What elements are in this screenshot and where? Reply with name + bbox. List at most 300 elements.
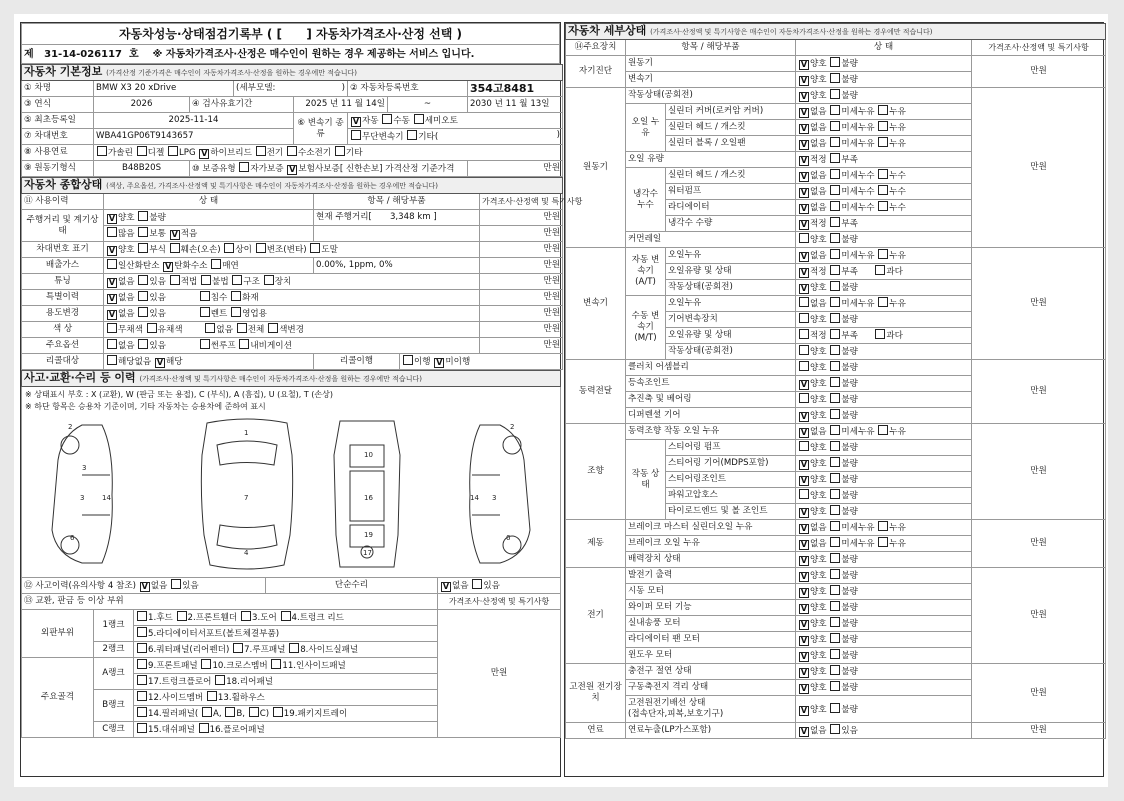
fan-bad: 불량 [841, 635, 858, 645]
no-label: 제 [24, 48, 34, 60]
bm-minor-checkbox[interactable] [830, 521, 840, 531]
bm-leak-checkbox[interactable] [878, 521, 888, 531]
window-bad-checkbox[interactable] [830, 649, 840, 659]
propeller-shaft: 추진축 및 베어링 [626, 392, 796, 408]
tuning-struct-checkbox[interactable] [232, 275, 242, 285]
rank1-items-b [134, 626, 438, 642]
engine-cover-minor-checkbox[interactable] [830, 105, 840, 115]
r2-roof-checkbox[interactable] [233, 643, 243, 653]
at-leak-none: 없음 [810, 251, 827, 261]
wiper-bad-checkbox[interactable] [830, 601, 840, 611]
tuning-legal-checkbox[interactable] [170, 275, 180, 285]
mt-leak-leak-checkbox[interactable] [878, 297, 888, 307]
fuel-label: ⑧ 사용연료 [22, 145, 94, 161]
fuel-lpg-checkbox[interactable] [168, 146, 178, 156]
color-all: 전체 [247, 325, 265, 335]
st-hose-good-checkbox[interactable] [799, 489, 809, 499]
rA-cross-checkbox[interactable] [201, 659, 211, 669]
vin-mark-damage-checkbox[interactable] [170, 243, 180, 253]
diff-bad-checkbox[interactable] [830, 409, 840, 419]
blower: 실내송풍 모터 [626, 616, 796, 632]
inspection-period-tilde: ~ [388, 97, 468, 113]
option-none-checkbox[interactable] [107, 339, 117, 349]
document-number: 31-14-026117 [44, 48, 123, 60]
st-pump-bad-checkbox[interactable] [830, 441, 840, 451]
at-leak-leak-checkbox[interactable] [878, 249, 888, 259]
engine-block-none-checkbox[interactable]: V [800, 140, 808, 149]
overall-state-title: 자동차 종합상태 [24, 178, 103, 191]
gauge-good-checkbox[interactable]: V [108, 214, 116, 223]
warranty-self-checkbox[interactable] [239, 162, 249, 172]
self-trans-good-checkbox[interactable]: V [800, 76, 808, 85]
fuel-gasoline: 가솔린 [108, 148, 133, 158]
tuning-options [104, 274, 480, 290]
color-options [104, 322, 480, 338]
gauge-good: 양호 [118, 213, 135, 223]
engine-block-leak-checkbox[interactable] [878, 137, 888, 147]
at-leak-none-checkbox[interactable]: V [800, 252, 808, 261]
brake-booster-state [796, 552, 972, 568]
trans-other-checkbox[interactable] [407, 130, 417, 140]
coolant-head-leak-checkbox[interactable] [878, 169, 888, 179]
vin-mark-differ-checkbox[interactable] [224, 243, 234, 253]
color-achromatic-checkbox[interactable] [107, 323, 117, 333]
coolant-level-proper-checkbox[interactable]: V [800, 220, 808, 229]
coolant-level-low-checkbox[interactable] [830, 217, 840, 227]
self-engine: 원동기 [626, 56, 796, 72]
rB-pillar-a-checkbox[interactable] [202, 707, 212, 717]
fuel-leak-none-checkbox[interactable]: V [800, 727, 808, 736]
vin-mark-forge-checkbox[interactable] [256, 243, 266, 253]
svg-text:3: 3 [80, 494, 85, 502]
st-joint-bad-checkbox[interactable] [830, 473, 840, 483]
fuel-leak-yes-checkbox[interactable] [830, 724, 840, 734]
emission-hc: 탄화수소 [174, 261, 208, 271]
engine-oil-proper: 적정 [810, 155, 827, 165]
ps-leak-checkbox[interactable] [878, 425, 888, 435]
bm-leak: 누유 [889, 523, 906, 533]
use-business: 영업용 [242, 309, 267, 319]
iso-good: 양호 [810, 683, 827, 693]
rA-trunkfloor: 17.트렁크플로어 [148, 677, 212, 687]
color-change-checkbox[interactable] [268, 323, 278, 333]
fuel-diesel-checkbox[interactable] [137, 146, 147, 156]
coolant-radiator-none-checkbox[interactable]: V [800, 204, 808, 213]
mt-leak-none-checkbox[interactable] [799, 297, 809, 307]
svg-text:6: 6 [506, 534, 511, 542]
starter-good-checkbox[interactable]: V [800, 588, 808, 597]
bb-bad-checkbox[interactable] [830, 553, 840, 563]
mt-leak-minor-checkbox[interactable] [830, 297, 840, 307]
mt-gear-bad-checkbox[interactable] [830, 313, 840, 323]
r1-hood-checkbox[interactable] [137, 611, 147, 621]
coolant-pump-leak-checkbox[interactable] [878, 185, 888, 195]
coolant-pump-leak: 누수 [889, 187, 906, 197]
vin-mark-good-checkbox[interactable]: V [108, 246, 116, 255]
inspection-period-to: 2030 년 11 월 13일 [468, 97, 563, 113]
r1-hood: 1.후드 [148, 613, 173, 623]
engine-oil-proper-checkbox[interactable]: V [800, 156, 808, 165]
rank2-items [134, 642, 438, 658]
blower-good-checkbox[interactable]: V [800, 620, 808, 629]
option-sunroof-checkbox[interactable] [200, 339, 210, 349]
st-joint-good-checkbox[interactable]: V [800, 476, 808, 485]
tuning-struct: 구조 [243, 277, 260, 287]
recall-done-checkbox[interactable] [403, 355, 413, 365]
option-navi-checkbox[interactable] [239, 339, 249, 349]
engine-head-none-checkbox[interactable]: V [800, 124, 808, 133]
rC-dash-checkbox[interactable] [137, 723, 147, 733]
engine-cover-state [796, 104, 972, 120]
st-gear-bad: 불량 [841, 459, 858, 469]
engine-cover-leak-checkbox[interactable] [878, 105, 888, 115]
warranty-ins-checkbox[interactable]: V [289, 165, 296, 174]
st-hose-good: 양호 [810, 491, 827, 501]
wiper-good-checkbox[interactable]: V [800, 604, 808, 613]
r1-trunk-checkbox[interactable] [281, 611, 291, 621]
bo-minor-checkbox[interactable] [830, 537, 840, 547]
warranty-company: 신한손보 [345, 164, 380, 174]
clutch-good-checkbox[interactable] [799, 361, 809, 371]
radiator-fan: 라디에이터 팬 모터 [626, 632, 796, 648]
rB-sidemember-checkbox[interactable] [137, 691, 147, 701]
mileage-normal-checkbox[interactable] [138, 227, 148, 237]
battery-isolation: 구동축전지 격리 상태 [626, 680, 796, 696]
charge-bad: 불량 [841, 667, 858, 677]
current-mileage-close: ] [433, 212, 437, 222]
option-yes-checkbox[interactable] [138, 339, 148, 349]
mileage-few-checkbox[interactable]: V [171, 230, 178, 239]
coolant-pump-none-checkbox[interactable]: V [800, 188, 808, 197]
color-chromatic-checkbox[interactable] [147, 323, 157, 333]
tuning-illegal: 불법 [212, 277, 229, 287]
special-flood-checkbox[interactable] [200, 291, 210, 301]
simple-none-checkbox[interactable]: V [442, 582, 450, 591]
power-train-label: 동력전달 [566, 360, 626, 424]
use-rent: 렌트 [210, 309, 228, 319]
wiring-bad-checkbox[interactable] [830, 703, 840, 713]
fuel-gasoline-checkbox[interactable] [97, 146, 107, 156]
price-select-checkbox[interactable] [287, 31, 301, 39]
vin-mark-label: 차대번호 표기 [22, 242, 104, 258]
fuel-other-checkbox[interactable] [335, 146, 345, 156]
fuel-hydrogen-checkbox[interactable] [287, 146, 297, 156]
st-pump-good-checkbox[interactable] [799, 441, 809, 451]
electrical-label: 전기 [566, 568, 626, 664]
propeller-shaft-state [796, 392, 972, 408]
recall-notdone-checkbox[interactable]: V [436, 358, 443, 367]
wiring-bad: 불량 [841, 704, 858, 715]
emission-values: 0.00%, 1ppm, 0% [314, 258, 480, 274]
use-rent-checkbox[interactable] [200, 307, 210, 317]
tierod-bad: 불량 [841, 507, 858, 517]
bo-leak-checkbox[interactable] [878, 537, 888, 547]
trans-other-label: 기타( [418, 132, 439, 142]
rankA-label: A랭크 [94, 658, 134, 690]
car-top-view [201, 419, 292, 569]
at-idle-bad-checkbox[interactable] [830, 281, 840, 291]
cv-joint: 등속조인트 [626, 376, 796, 392]
recall-none-checkbox[interactable] [107, 355, 117, 365]
diff-good-checkbox[interactable]: V [800, 412, 808, 421]
trans-cvt-label: 무단변속기 [362, 132, 404, 142]
exchange-unit: 만원 [438, 610, 561, 738]
ps-minor-checkbox[interactable] [830, 425, 840, 435]
ps-minor: 미세누유 [841, 427, 875, 437]
car-name: BMW X3 20 xDrive [94, 81, 234, 97]
rB-package-checkbox[interactable] [273, 707, 283, 717]
emission-smoke-checkbox[interactable] [211, 259, 221, 269]
option-sunroof: 썬루프 [210, 341, 236, 351]
engine-head-leak-checkbox[interactable] [878, 121, 888, 131]
st-hose-bad-checkbox[interactable] [830, 489, 840, 499]
blower-bad-checkbox[interactable] [830, 617, 840, 627]
use-none-checkbox[interactable]: V [108, 310, 116, 319]
alt-bad: 불량 [841, 571, 858, 581]
mt-gear: 기어변속장치 [666, 312, 796, 328]
at-oil-over: 과다 [886, 267, 903, 277]
detail-state-table [565, 23, 1106, 739]
r1-door-checkbox[interactable] [241, 611, 251, 621]
tuning-device-checkbox[interactable] [264, 275, 274, 285]
option-none: 없음 [118, 341, 135, 351]
fan-good-checkbox[interactable]: V [800, 636, 808, 645]
detail-model-label: (세부모델: [236, 83, 276, 93]
coolant-radiator-minor-checkbox[interactable] [830, 201, 840, 211]
at-idle: 작동상태(공회전) [666, 280, 796, 296]
cv-bad: 불량 [841, 379, 858, 389]
color-none-checkbox[interactable] [205, 323, 215, 333]
bb-good-checkbox[interactable]: V [800, 556, 808, 565]
accident-none: 없음 [150, 581, 168, 591]
tuning-yes-checkbox[interactable] [138, 275, 148, 285]
common-rail-good-checkbox[interactable] [799, 233, 809, 243]
engine-oil-low-checkbox[interactable] [830, 153, 840, 163]
recall-yes-checkbox[interactable]: V [156, 358, 164, 367]
starter-bad-checkbox[interactable] [830, 585, 840, 595]
charge-good-checkbox[interactable]: V [800, 668, 808, 677]
clutch-bad-checkbox[interactable] [830, 361, 840, 371]
first-reg-label: ⑤ 최초등록일 [22, 113, 94, 129]
basic-info-title: 자동차 기본정보 [24, 65, 103, 78]
reg-number: 354고8481 [468, 81, 563, 97]
coolant-radiator-leak-checkbox[interactable] [878, 201, 888, 211]
emission-hc-checkbox[interactable]: V [165, 262, 172, 271]
mt-oil-proper-checkbox[interactable] [799, 329, 809, 339]
mt-oil-over-checkbox[interactable] [875, 329, 885, 339]
st-gear-bad-checkbox[interactable] [830, 457, 840, 467]
mt-leak-minor: 미세누유 [841, 299, 875, 309]
detail-note: (가격조사·산정액 및 특기사항은 매수인이 자동차가격조사·산정을 원하는 경우에만 적습니다) [650, 28, 933, 36]
iso-good-checkbox[interactable]: V [800, 684, 808, 693]
mt-oil-over: 과다 [886, 331, 903, 341]
mt-idle-good-checkbox[interactable] [799, 345, 809, 355]
fuel-leak-state [796, 723, 972, 739]
rB-wheelhouse-checkbox[interactable] [207, 691, 217, 701]
mt-idle-bad: 불량 [841, 347, 858, 357]
r1-radiator-checkbox[interactable] [137, 627, 147, 637]
coolant-pump-minor: 미세누수 [841, 187, 875, 197]
service-notice: ※ 자동차가격조사·산정은 매수인이 원하는 경우 제공하는 서비스 입니다. [152, 48, 475, 60]
engine-idle-good-checkbox[interactable]: V [800, 92, 808, 101]
mt-gear-good-checkbox[interactable] [799, 313, 809, 323]
fuel-electric-checkbox[interactable] [256, 146, 266, 156]
vin-label: ⑦ 차대번호 [22, 129, 94, 145]
trans-other-close: ) [556, 130, 561, 140]
self-engine-bad-checkbox[interactable] [830, 57, 840, 67]
common-rail-bad-checkbox[interactable] [830, 233, 840, 243]
wiper-state [796, 600, 972, 616]
car-diagram [22, 415, 561, 578]
at-oil-proper-checkbox[interactable]: V [800, 268, 808, 277]
engine-head-minor-checkbox[interactable] [830, 121, 840, 131]
trans-semi-checkbox[interactable] [414, 114, 424, 124]
vin-mark-unit: 만원 [480, 242, 563, 258]
engine-block-minor-checkbox[interactable] [830, 137, 840, 147]
at-leak-minor-checkbox[interactable] [830, 249, 840, 259]
at-idle-good-checkbox[interactable]: V [800, 284, 808, 293]
iso-bad-checkbox[interactable] [830, 681, 840, 691]
steering-pump: 스티어링 펌프 [666, 440, 796, 456]
rB-pillar-c-checkbox[interactable] [249, 707, 259, 717]
car-name-label: ① 차명 [22, 81, 94, 97]
simple-repair-options [438, 578, 561, 594]
at-oil-proper: 적정 [810, 267, 827, 277]
accident-header [22, 371, 561, 387]
recall-label: 리콜대상 [22, 354, 104, 370]
rank1-items-a [134, 610, 438, 626]
accident-none-checkbox[interactable]: V [141, 582, 148, 591]
tuning-illegal-checkbox[interactable] [201, 275, 211, 285]
warranty-close: ] [379, 164, 383, 174]
mt-oil-low-checkbox[interactable] [830, 329, 840, 339]
rB-pillar-b-checkbox[interactable] [225, 707, 235, 717]
cv-bad-checkbox[interactable] [830, 377, 840, 387]
mileage-many-checkbox[interactable] [107, 227, 117, 237]
special-yes: 있음 [149, 293, 166, 303]
charge-bad-checkbox[interactable] [830, 665, 840, 675]
bo-none: 없음 [810, 539, 827, 549]
bo-none-checkbox[interactable]: V [800, 540, 808, 549]
coolant-pump-minor-checkbox[interactable] [830, 185, 840, 195]
rA-trunkfloor-checkbox[interactable] [137, 675, 147, 685]
window-bad: 불량 [841, 651, 858, 661]
tierod-good-checkbox[interactable]: V [800, 508, 808, 517]
emission-co-checkbox[interactable] [107, 259, 117, 269]
mt-idle-bad-checkbox[interactable] [830, 345, 840, 355]
trans-auto-checkbox[interactable]: V [352, 117, 360, 126]
fuel-leak: 연료누출(LP가스포함) [626, 723, 796, 739]
at-oil-low-checkbox[interactable] [830, 265, 840, 275]
trans-unit: 만원 [972, 248, 1106, 360]
vin-mark-paint-checkbox[interactable] [310, 243, 320, 253]
r2-side-checkbox[interactable] [289, 643, 299, 653]
cv-good-checkbox[interactable]: V [800, 380, 808, 389]
accident-yes-checkbox[interactable] [171, 579, 181, 589]
manual-trans-label: 수동 변속기 (M/T) [626, 296, 666, 360]
at-oil-leak: 오일누유 [666, 248, 796, 264]
col-usage-history: ⑪ 사용이력 [22, 194, 104, 210]
r1-fender: 2.프론트휀더 [187, 613, 238, 623]
coolant-pump-none: 없음 [810, 187, 827, 197]
rB-pillar-a: A, [212, 709, 222, 719]
coolant-head-none-checkbox[interactable]: V [800, 172, 808, 181]
r2-quarter-checkbox[interactable] [137, 643, 147, 653]
shaft-good-checkbox[interactable] [799, 393, 809, 403]
self-engine-state [796, 56, 972, 72]
at-oil-low: 부족 [841, 267, 858, 277]
wiring-good-checkbox[interactable]: V [800, 705, 808, 715]
engine-cover-minor: 미세누유 [841, 107, 875, 117]
clutch-state [796, 360, 972, 376]
shaft-good: 양호 [810, 395, 827, 405]
r1-fender-checkbox[interactable] [177, 611, 187, 621]
differential: 디퍼렌셜 기어 [626, 408, 796, 424]
engine-type: B48B20S [94, 161, 190, 177]
use-yes-checkbox[interactable] [138, 307, 148, 317]
alt-good-checkbox[interactable]: V [800, 572, 808, 581]
rB-pillar-b: B, [236, 709, 245, 719]
year: 2026 [94, 97, 190, 113]
basic-info-table [21, 64, 563, 177]
special-none-checkbox[interactable]: V [108, 294, 116, 303]
fan-bad-checkbox[interactable] [830, 633, 840, 643]
coolant-head-minor-checkbox[interactable] [830, 169, 840, 179]
svg-text:10: 10 [364, 451, 373, 459]
rC-floor-checkbox[interactable] [199, 723, 209, 733]
trans-manual-checkbox[interactable] [382, 114, 392, 124]
vin-mark-differ: 상이 [235, 245, 252, 255]
use-business-checkbox[interactable] [231, 307, 241, 317]
rA-rear-checkbox[interactable] [215, 675, 225, 685]
bm-none-checkbox[interactable]: V [800, 524, 808, 533]
st-gear-good-checkbox[interactable]: V [800, 460, 808, 469]
tierod-bad-checkbox[interactable] [830, 505, 840, 515]
self-trans-bad-checkbox[interactable] [830, 73, 840, 83]
fuel-hybrid-checkbox[interactable]: V [201, 149, 208, 158]
gauge-bad-checkbox[interactable] [138, 211, 148, 221]
special-fire-checkbox[interactable] [231, 291, 241, 301]
engine-cover-none-checkbox[interactable]: V [800, 108, 808, 117]
trans-cvt-checkbox[interactable] [351, 130, 361, 140]
vin-mark-rust-checkbox[interactable] [138, 243, 148, 253]
header-table [21, 23, 560, 64]
tuning-none-checkbox[interactable]: V [108, 278, 116, 287]
special-yes-checkbox[interactable] [138, 291, 148, 301]
at-oil-over-checkbox[interactable] [875, 265, 885, 275]
engine-label: 원동기 [566, 88, 626, 248]
self-trans-bad: 불량 [841, 75, 858, 85]
fuel-leak-yes: 있음 [841, 726, 858, 736]
shaft-bad-checkbox[interactable] [830, 393, 840, 403]
rA-front-checkbox[interactable] [137, 659, 147, 669]
rA-inside-checkbox[interactable] [271, 659, 281, 669]
ps-none-checkbox[interactable]: V [800, 428, 808, 437]
window-good-checkbox[interactable]: V [800, 652, 808, 661]
alt-bad-checkbox[interactable] [830, 569, 840, 579]
engine-idle-bad-checkbox[interactable] [830, 89, 840, 99]
transmission-section-label: 변속기 [566, 248, 626, 360]
rB-pillar-checkbox[interactable] [137, 707, 147, 717]
ps-leak: 누유 [889, 427, 906, 437]
self-engine-good-checkbox[interactable]: V [800, 60, 808, 69]
use-yes: 있음 [149, 309, 166, 319]
at-leak-minor: 미세누유 [841, 251, 875, 261]
color-all-checkbox[interactable] [237, 323, 247, 333]
document-number-row [22, 45, 560, 64]
simple-yes-checkbox[interactable] [472, 579, 482, 589]
starter-bad: 불량 [841, 587, 858, 597]
